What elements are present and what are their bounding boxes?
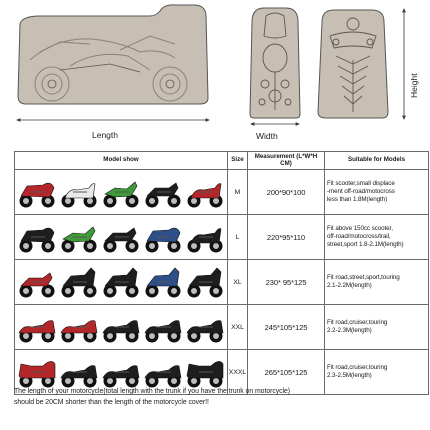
header-model-show: Model show: [15, 152, 228, 170]
motorcycle-thumbnail-cruiser: [187, 321, 223, 343]
suitable-line: less than 1.8M(length): [327, 195, 388, 203]
suitable-line: Fit road,street,sport,touring: [327, 274, 400, 282]
motorcycle-thumbnails: [15, 170, 227, 214]
suitable-models-cell: [325, 170, 429, 215]
side-view-cover: [18, 5, 208, 104]
measurement-cell: 265*105*125: [248, 350, 325, 395]
size-cell: XXXL: [228, 350, 248, 395]
measurement-cell: 220*95*110: [248, 215, 325, 260]
suitable-line: Fit road,cruiser,touring: [327, 364, 388, 372]
model-show-cell: [15, 215, 228, 260]
motorcycle-thumbnail-adventure: [104, 268, 139, 298]
motorcycle-thumbnail-sport: [20, 228, 55, 252]
motorcycle-thumbnails: [15, 215, 227, 259]
model-show-cell: [15, 260, 228, 305]
motorcycle-thumbnail-cruiser: [19, 321, 55, 343]
model-show-cell: [15, 305, 228, 350]
measurement-cell: 200*90*100: [248, 170, 325, 215]
suitable-models-cell: [325, 260, 429, 305]
header-size: Size: [228, 152, 248, 170]
header-measurement: Measurement (L*W*H CM): [248, 152, 325, 170]
motorcycle-thumbnail-cruiser: [103, 321, 139, 343]
motorcycle-thumbnail-scooter: [62, 184, 97, 208]
length-note: [14, 386, 424, 408]
table-row: [15, 260, 429, 305]
suitable-line: Fit road,cruiser,touring: [327, 319, 388, 327]
suitable-line: 2.3-2.5M(length): [327, 372, 372, 379]
motorcycle-thumbnail-sport: [20, 183, 55, 207]
motorcycle-thumbnail-sport: [146, 228, 181, 252]
note-line-1: The length of your motorcycle(total length with the trunk if you have the trunk on motorcycle): [14, 388, 291, 395]
suitable-line: street,sport 1.8-2.1M(length): [327, 240, 404, 248]
motorcycle-thumbnail-adventure: [146, 268, 181, 298]
measurement-cell: 245*105*125: [248, 305, 325, 350]
motorcycle-thumbnail-tourer: [187, 361, 223, 387]
size-table: [14, 151, 429, 395]
note-line-2: should be 20CM shorter than the length of the motorcycle cover!!: [14, 399, 209, 406]
motorcycle-thumbnail-dirt: [104, 182, 139, 208]
table-row: [15, 215, 429, 260]
table-row: [15, 170, 429, 215]
width-label: Width: [256, 131, 278, 141]
cover-diagram-svg: [0, 0, 430, 148]
motorcycle-thumbnail-adventure: [188, 268, 223, 298]
length-label: Length: [92, 130, 118, 140]
height-label: Height: [409, 73, 419, 98]
motorcycle-thumbnail-naked: [146, 183, 181, 208]
motorcycle-thumbnail-cruiser: [145, 321, 181, 343]
rear-view-cover: [318, 10, 388, 118]
suitable-line: off-road/motocross/trail,: [327, 233, 391, 241]
motorcycle-thumbnail-naked: [20, 273, 55, 298]
suitable-line: 2.1-2.2M(length): [327, 282, 372, 289]
motorcycle-thumbnail-tourer: [19, 361, 55, 387]
motorcycle-thumbnail-scooter: [188, 229, 223, 253]
size-cell: M: [228, 170, 248, 215]
suitable-line: Fit above 150cc scooter,: [327, 225, 393, 233]
header-suitable: Suitable for Models: [325, 152, 429, 170]
measurement-cell: 230* 95*125: [248, 260, 325, 305]
motorcycle-thumbnails: [15, 305, 227, 349]
size-cell: XXL: [228, 305, 248, 350]
suitable-models-cell: [325, 305, 429, 350]
front-view-cover: [250, 8, 300, 118]
motorcycle-thumbnail-cruiser: [61, 366, 97, 388]
motorcycle-thumbnail-adventure: [62, 268, 97, 298]
suitable-line: -ment off-road/motocross: [327, 188, 395, 196]
table-header-row: [15, 152, 429, 170]
motorcycle-thumbnail-naked: [104, 228, 139, 253]
suitable-models-cell: [325, 215, 429, 260]
table-row: [15, 305, 429, 350]
size-cell: XL: [228, 260, 248, 305]
size-cell: L: [228, 215, 248, 260]
motorcycle-thumbnail-cruiser: [103, 366, 139, 388]
motorcycle-thumbnail-dirt: [62, 227, 97, 253]
dimension-diagram: [0, 0, 430, 148]
motorcycle-thumbnails: [15, 260, 227, 304]
motorcycle-thumbnail-scooter: [188, 184, 223, 208]
suitable-line: 2.2-2.3M(length): [327, 327, 372, 334]
motorcycle-thumbnail-cruiser: [61, 321, 97, 343]
motorcycle-thumbnail-cruiser: [145, 366, 181, 388]
suitable-line: Fit scooter,small displace: [327, 180, 395, 188]
model-show-cell: [15, 170, 228, 215]
